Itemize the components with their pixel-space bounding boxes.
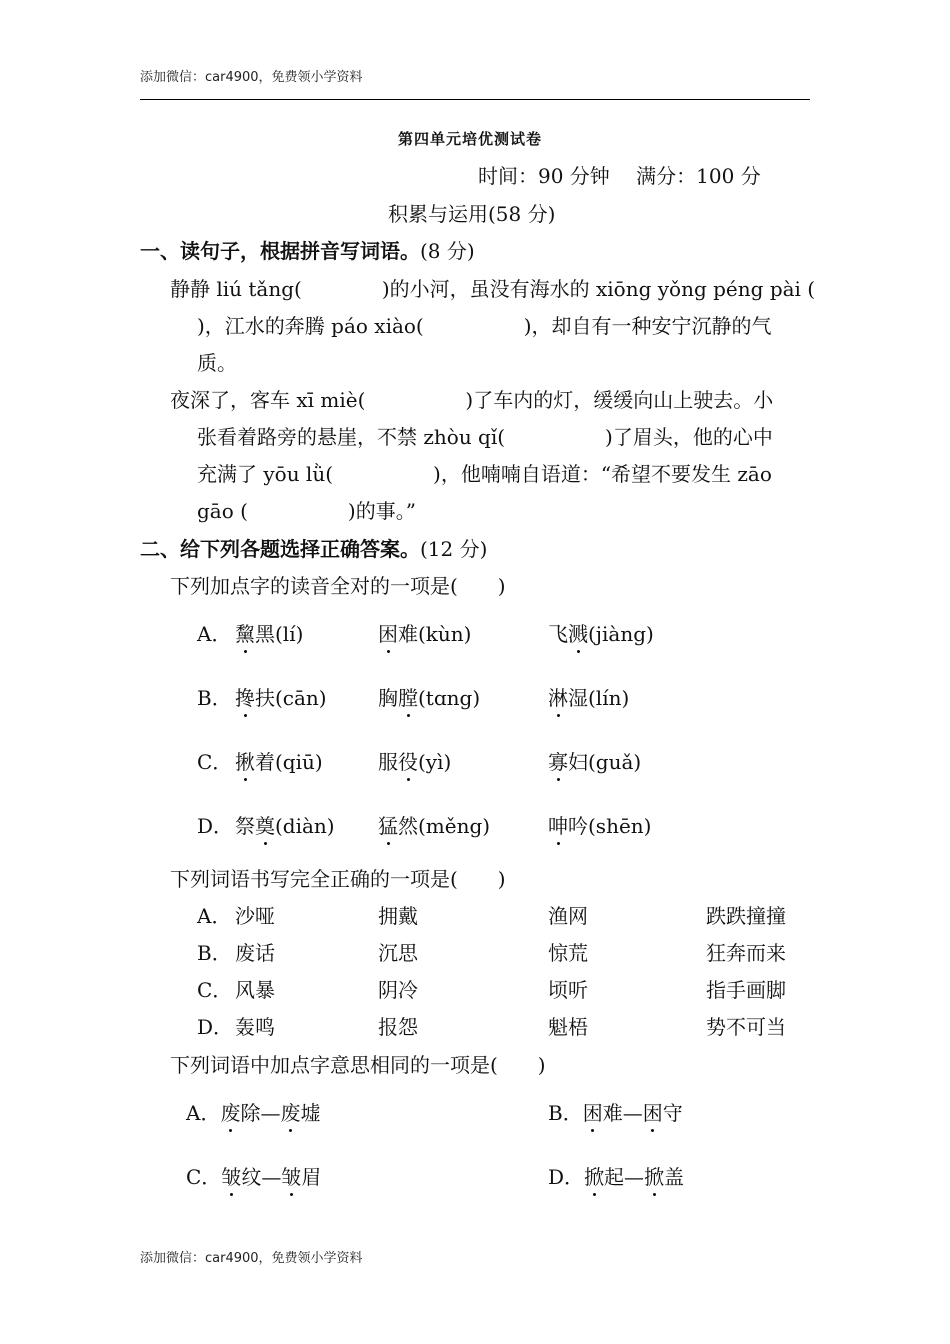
sub2-word: 惊荒 (548, 941, 588, 965)
sub2-word: 渔网 (548, 904, 588, 928)
sub2-word: 指手画脚 (706, 978, 786, 1002)
sub1-option-label: D． (197, 814, 234, 838)
sub2-word: 魁梧 (548, 1015, 588, 1039)
sub1-option-item: 胸膛(tɑng) (378, 682, 480, 711)
sub1-option-item: 揪着(qiū) (235, 746, 323, 775)
header-note: 添加微信：car4900，免费领小学资料 (140, 70, 363, 85)
sub3-option-label: A． (186, 1101, 221, 1125)
sub2-word: 废话 (235, 941, 275, 965)
sub2-word: 拥戴 (378, 904, 418, 928)
sub3-option-label: C． (186, 1165, 222, 1189)
exam-title: 第四单元培优测试卷 (398, 130, 543, 148)
dotted-char: 膛 (398, 682, 418, 711)
sub1-option-item: 飞溅(jiàng) (548, 618, 654, 647)
sub1-option-item: 呻吟(shēn) (548, 810, 651, 839)
dotted-char: 猛 (378, 810, 398, 839)
dotted-char: 役 (398, 746, 418, 775)
sub3-option: C．皱纹—皱眉 (186, 1161, 321, 1190)
sub3-option-label: D． (548, 1165, 585, 1189)
dotted-char: 淋 (548, 682, 568, 711)
dotted-char: 呻 (548, 810, 568, 839)
q2-heading: 二、给下列各题选择正确答案。 (140, 537, 420, 561)
q1-para2-line3: 充满了 yōu lǜ( )，他喃喃自语道：“希望不要发生 zāo (197, 462, 772, 486)
sub3-option: D．掀起—掀盖 (548, 1161, 684, 1190)
q1-para1-line3: 质。 (197, 351, 237, 375)
dotted-char: 溅 (568, 618, 588, 647)
sub2-option-label: C． (197, 978, 233, 1002)
dotted-char: 黧 (235, 618, 255, 647)
dotted-char: 寡 (548, 746, 568, 775)
dotted-char: 掀 (644, 1161, 664, 1190)
dotted-char: 皱 (281, 1161, 301, 1190)
sub1-option-item: 服役(yì) (378, 746, 451, 775)
q2-sub2-prompt: 下列词语书写完全正确的一项是( ) (170, 867, 506, 891)
sub2-word: 轰鸣 (235, 1015, 275, 1039)
q2-sub1-prompt: 下列加点字的读音全对的一项是( ) (170, 574, 506, 598)
dotted-char: 废 (220, 1097, 240, 1126)
sub1-option-item: 黧黑(lí) (235, 618, 303, 647)
q1-para1-line1: 静静 liú tǎng( )的小河，虽没有海水的 xiōng yǒng péng pài ( (170, 277, 816, 301)
sub2-word: 风暴 (235, 978, 275, 1002)
sub2-word: 狂奔而来 (706, 941, 786, 965)
dotted-char: 掀 (584, 1161, 604, 1190)
sub2-word: 阴冷 (378, 978, 418, 1002)
q1-heading-row (140, 235, 475, 264)
sub2-word: 沙哑 (235, 904, 275, 928)
sub3-option: B．困难—困守 (548, 1097, 683, 1126)
q1-para2-line2: 张看着路旁的悬崖，不禁 zhòu qǐ( )了眉头，他的心中 (197, 425, 773, 449)
q1-para2-line4: gāo ( )的事。” (197, 499, 416, 523)
q1-para2-line1: 夜深了，客车 xī miè( )了车内的灯，缓缓向山上驶去。小 (170, 388, 774, 412)
sub1-option-item: 猛然(měng) (378, 810, 490, 839)
sub1-option-item: 搀扶(cān) (235, 682, 327, 711)
dotted-char: 奠 (255, 810, 275, 839)
sub1-option-label: A． (197, 622, 232, 646)
sub1-option-label: B． (197, 686, 232, 710)
sub2-word: 势不可当 (706, 1015, 786, 1039)
dotted-char: 困 (583, 1097, 603, 1126)
sub2-word: 跌跌撞撞 (706, 904, 786, 928)
sub1-option-item: 淋湿(lín) (548, 682, 629, 711)
sub2-option-label: B． (197, 941, 232, 965)
sub2-option-label: A． (197, 904, 232, 928)
sub1-option-item: 寡妇(guǎ) (548, 746, 641, 775)
sub1-option-item: 祭奠(diàn) (235, 810, 335, 839)
section-label: 积累与运用(58 分) (388, 202, 556, 226)
sub2-word: 沉思 (378, 941, 418, 965)
q1-para1-line2: )，江水的奔腾 páo xiào( )，却自有一种安宁沉静的气 (197, 314, 772, 338)
sub3-option-label: B． (548, 1101, 583, 1125)
dotted-char: 废 (280, 1097, 300, 1126)
q1-score: (8 分) (420, 239, 475, 263)
sub1-option-label: C． (197, 750, 233, 774)
sub3-option: A．废除—废墟 (186, 1097, 320, 1126)
dotted-char: 困 (643, 1097, 663, 1126)
q1-heading: 一、读句子，根据拼音写词语。 (140, 239, 420, 263)
sub1-option-item: 困难(kùn) (378, 618, 472, 647)
exam-time-info: 时间：90 分钟 满分：100 分 (478, 164, 761, 188)
q2-score: (12 分) (420, 537, 488, 561)
header-divider (140, 99, 810, 100)
q2-sub3-prompt: 下列词语中加点字意思相同的一项是( ) (170, 1053, 546, 1077)
dotted-char: 揪 (235, 746, 255, 775)
footer-note: 添加微信：car4900，免费领小学资料 (140, 1251, 363, 1266)
q2-heading-row (140, 533, 487, 562)
sub2-word: 报怨 (378, 1015, 418, 1039)
sub2-word: 顷听 (548, 978, 588, 1002)
dotted-char: 困 (378, 618, 398, 647)
dotted-char: 皱 (221, 1161, 241, 1190)
dotted-char: 搀 (235, 682, 255, 711)
sub2-option-label: D． (197, 1015, 234, 1039)
